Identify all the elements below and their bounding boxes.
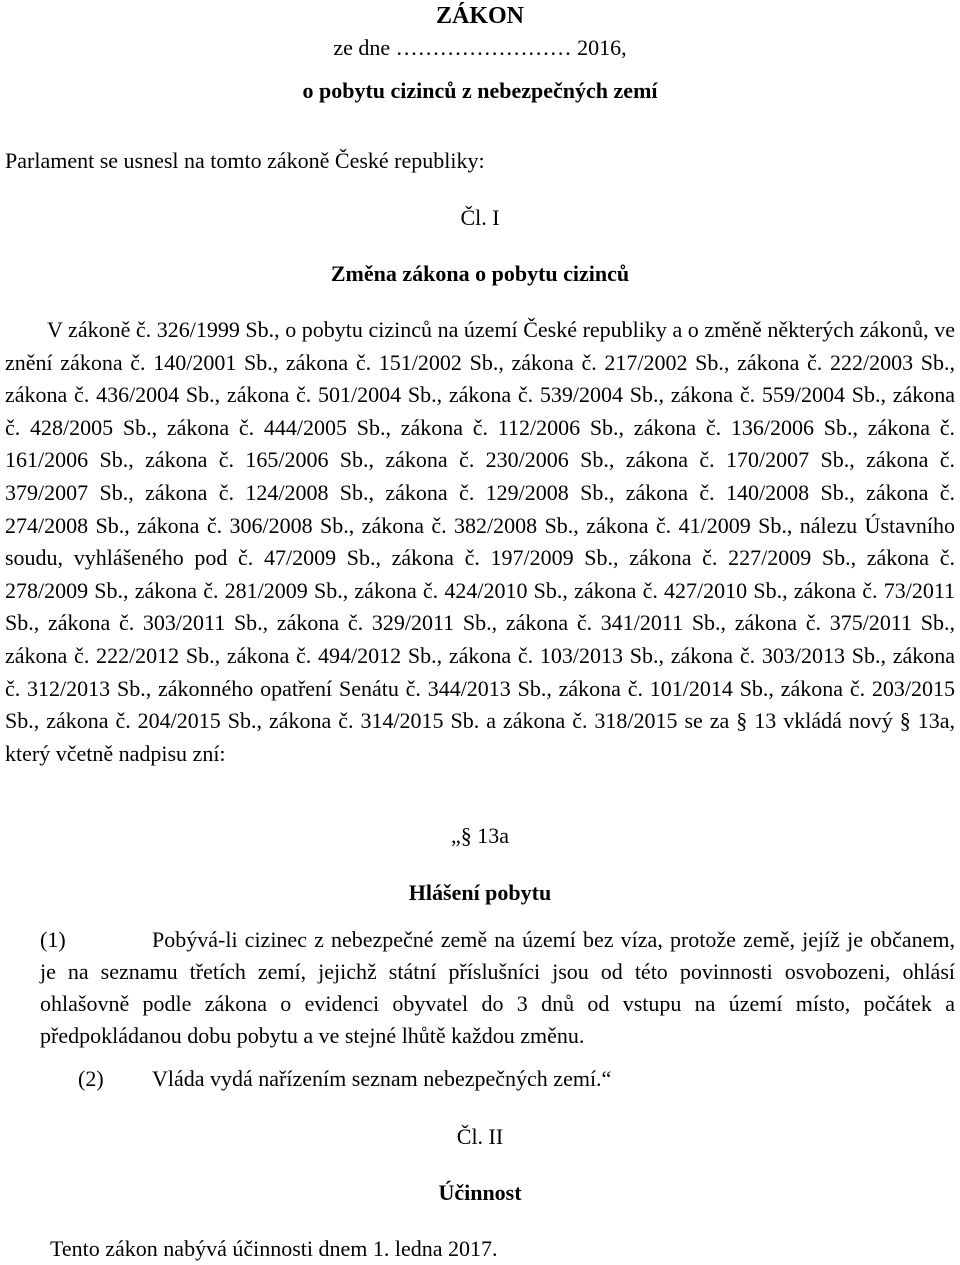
section-heading: Hlášení pobytu bbox=[408, 880, 552, 905]
date-line: ze dne …………………… 2016, bbox=[333, 35, 627, 60]
law-title: ZÁKON bbox=[435, 3, 524, 29]
amendment-text bbox=[5, 314, 955, 770]
article-2-body: Tento zákon nabývá účinnosti dnem 1. ledna 2017. bbox=[50, 1236, 498, 1261]
article-1-heading: Změna zákona o pobytu cizinců bbox=[330, 261, 630, 286]
amendment-body: V zákoně č. 326/1999 Sb., o pobytu cizinců na území České republiky a o změně některých zákonů, ve znění zákona č. 140/2001 Sb., zákona č. 151/2002 Sb., zákona č. 217/2002 Sb., zákona č. 222/2003 Sb., zákona č. 436/2004 Sb., zákona č. 501/2004 Sb., zákona č. 539/2004 Sb., zákona č. 559/2004 Sb., zákona č. 428/2005 Sb., zákona č. 444/2005 Sb., zákona č. 112/2006 Sb., zákona č. 136/2006 Sb., zákona č. 161/2006 Sb., zákona č. 165/2006 Sb., zákona č. 230/2006 Sb., zákona č. 170/2007 Sb., zákona č. 379/2007 Sb., zákona č. 124/2008 Sb., zákona č. 129/2008 Sb., zákona č. 140/2008 Sb., zákona č. 274/2008 Sb., zákona č. 306/2008 Sb., zákona č. 382/2008 Sb., zákona č. 41/2009 Sb., nálezu Ústavního soudu, vyhlášeného pod č. 47/2009 Sb., zákona č. 197/2009 Sb., zákona č. 227/2009 Sb., zákona č. 278/2009 Sb., zákona č. 281/2009 Sb., zákona č. 424/2010 Sb., zákona č. 427/2010 Sb., zákona č. 73/2011 Sb., zákona č. 303/2011 Sb., zákona č. 329/2011 Sb., zákona č. 341/2011 Sb., zákona č. 375/2011 Sb., zákona č. 222/2012 Sb., zákona č. 494/2012 Sb., zákona č. 103/2013 Sb., zákona č. 303/2013 Sb., zákona č. 312/2013 Sb., zákonného opatření Senátu č. 344/2013 Sb., zákona č. 101/2014 Sb., zákona č. 203/2015 Sb., zákona č. 204/2015 Sb., zákona č. 314/2015 Sb. a zákona č. 318/2015 se za § 13 vkládá nový § 13a, který včetně nadpisu zní: bbox=[5, 317, 955, 766]
paragraph-1 bbox=[40, 924, 955, 1052]
article-2-number: Čl. II bbox=[456, 1124, 504, 1149]
preamble: Parlament se usnesl na tomto zákoně České republiky: bbox=[5, 148, 485, 173]
paragraph-2-number: (2) bbox=[78, 1066, 104, 1091]
paragraph-1-number: (1) bbox=[40, 927, 66, 952]
paragraph-1-text: Pobývá-li cizinec z nebezpečné země na území bez víza, protože země, jejíž je občanem, je na seznamu třetích zemí, jejichž státní příslušníci jsou od této povinnosti osvobozeni, ohlásí ohlašovně podle zákona o evidenci obyvatel do 3 dnů od vstupu na území místo, počátek a předpokládanou dobu pobytu a ve stejné lhůtě každou změnu. bbox=[40, 927, 955, 1048]
paragraph-2-text: Vláda vydá nařízením seznam nebezpečných zemí.“ bbox=[152, 1066, 612, 1091]
article-2-heading: Účinnost bbox=[438, 1180, 522, 1205]
article-1-number: Čl. I bbox=[460, 205, 500, 230]
law-subject: o pobytu cizinců z nebezpečných zemí bbox=[302, 78, 658, 103]
paragraph-2 bbox=[78, 1063, 611, 1095]
section-label: „§ 13a bbox=[450, 823, 510, 848]
